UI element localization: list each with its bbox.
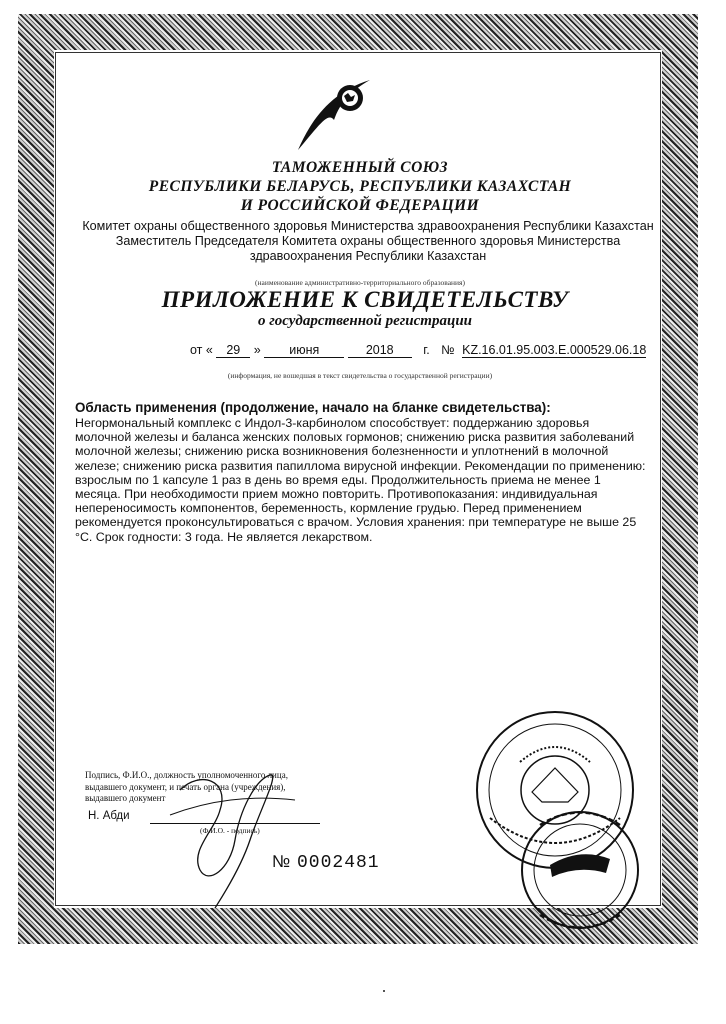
authority-line2: Заместитель Председателя Комитета охраны общественного здоровья Министерства [115,234,621,248]
reg-day: 29 [216,343,250,358]
page-title: ПРИЛОЖЕНИЕ К СВИДЕТЕЛЬСТВУ [161,287,569,312]
scope-line: Негормональный комплекс с Индол-3-карбинолом способствует: поддержанию здоровья [75,416,590,430]
registration-caption: (информация, не вошедшая в текст свидетельства о государственной регистрации) [227,371,493,380]
sig-label-line: выдавшего документ [85,793,166,803]
from-label: от « [190,343,213,357]
handwritten-signature [160,760,300,910]
form-number-sign: № [272,852,292,871]
scope-line: молочной железы; снижению риска возникновения болезненности и уплотнений в молочной [75,444,609,459]
reg-number: KZ.16.01.95.003.E.000529.06.18 [462,343,647,357]
signature-caption: (Ф.И.О. - подпись) [200,826,260,835]
page-subtitle: о государственной регистрации [257,313,473,329]
reg-month: июня [264,343,344,358]
form-number-value: 0002481 [296,853,380,873]
sig-label-line: Подпись, Ф.И.О., должность уполномоченного лица, [85,770,288,780]
number-sign: № [441,343,455,357]
scan-speck [383,990,385,992]
scope-line: железе; снижению риска развития папиллома вирусной инфекции. Рекомендации по применению: [75,458,646,473]
scope-line: рекомендуется проконсультироваться с врачом. Условия хранения: при температуре не выше 25 [75,515,637,530]
scope-line: непереносимость компонентов, беременность, кормление грудью. Перед применением [75,501,582,516]
authority-line1: Комитет охраны общественного здоровья Министерства здравоохранения Республики Казахстан [82,219,654,233]
scope-line: взрослым по 1 капсуле 1 раз в день во время еды. Продолжительность приема не менее 1 [75,472,601,487]
customs-union-emblem [290,72,380,154]
scope-heading: Область применения (продолжение, начало на бланке свидетельства): [75,400,551,415]
union-title-line3: И РОССИЙСКОЙ ФЕДЕРАЦИИ [240,197,480,214]
signer-name: Н. Абди [88,810,130,822]
scope-line: месяца. При необходимости прием можно повторить. Противопоказания: индивидуальная [75,487,598,502]
scope-line: молочной железы и баланса женских половых гормонов; снижению риска развития заболеваний [75,430,635,445]
scope-line: °С. Срок годности: 3 года. Не является лекарством. [75,529,373,544]
authority-line3: здравоохранения Республики Казахстан [249,249,487,263]
registration-line [190,343,646,358]
scope-text [75,416,651,544]
reg-year: 2018 [348,343,412,358]
union-title-line1: ТАМОЖЕННЫЙ СОЮЗ [271,159,449,176]
authority-caption: (наименование административно-территориального образования) [254,278,465,287]
sig-label-line: выдавшего документ, и печать органа (учреждения), [85,781,286,792]
union-title-line2: РЕСПУБЛИКИ БЕЛАРУСЬ, РЕСПУБЛИКИ КАЗАХСТАН [148,178,572,195]
form-number [272,852,380,873]
official-stamp [460,700,660,940]
year-suffix: г. [423,343,430,357]
day-close: » [253,343,261,357]
